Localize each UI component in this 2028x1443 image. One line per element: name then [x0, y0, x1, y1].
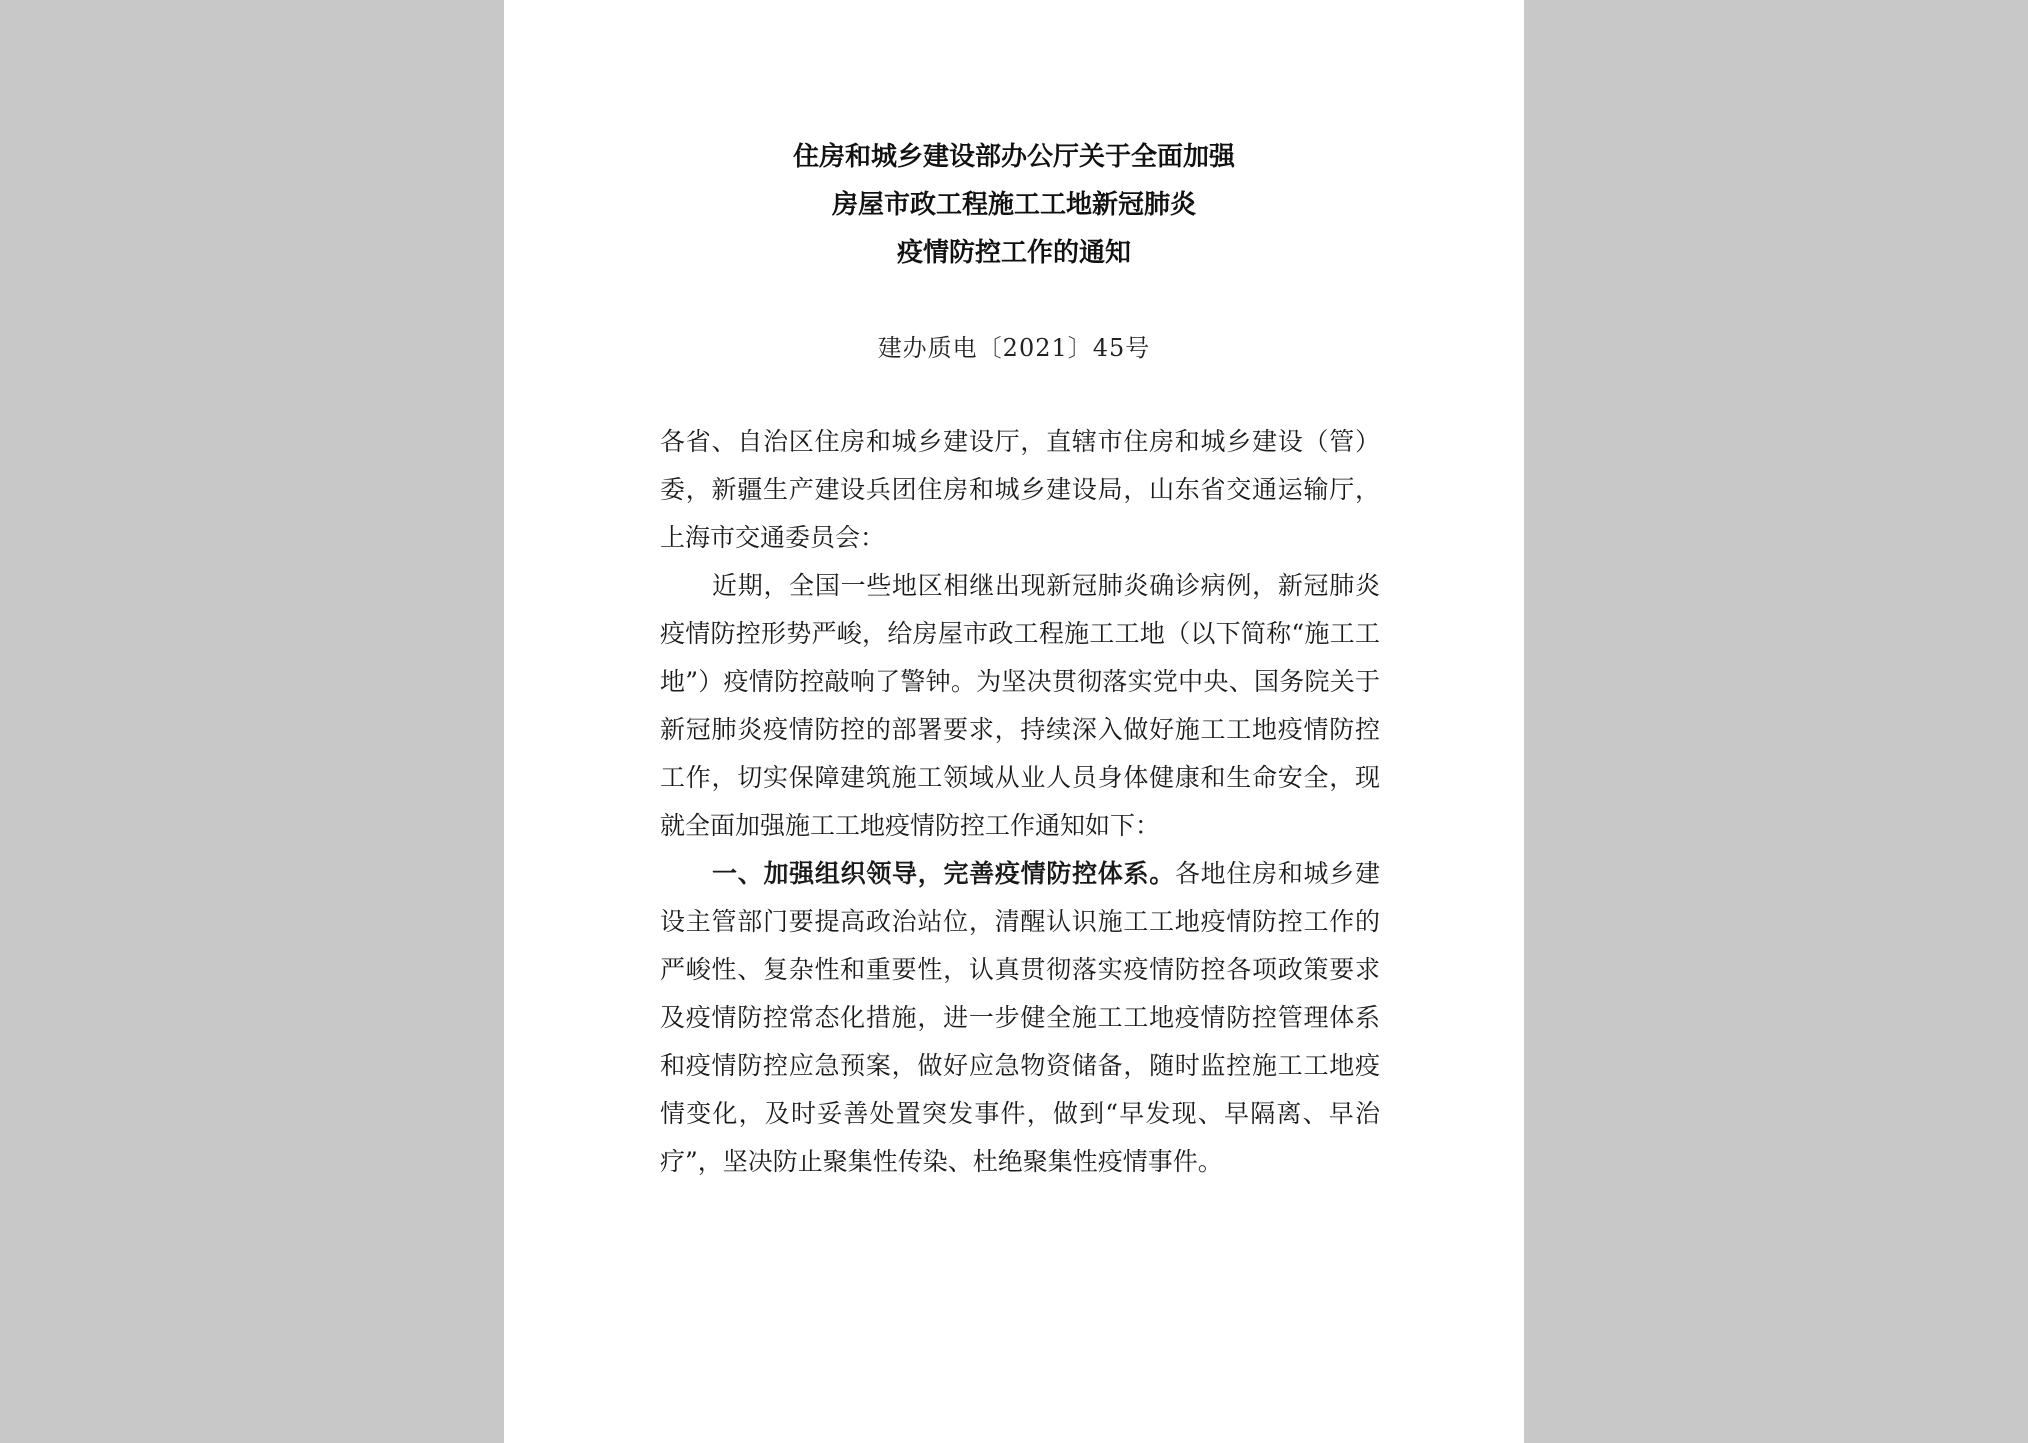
title-line-1: 住房和城乡建设部办公厅关于全面加强 — [792, 142, 1235, 172]
title-line-3: 疫情防控工作的通知 — [896, 238, 1131, 268]
document-body — [660, 418, 1380, 1186]
document-page — [504, 0, 1524, 1443]
salutation: 各省、自治区住房和城乡建设厅，直辖市住房和城乡建设（管）委，新疆生产建设兵团住房和城乡建设局，山东省交通运输厅，上海市交通委员会： — [660, 427, 1380, 552]
section-1-text: 各地住房和城乡建设主管部门要提高政治站位，清醒认识施工工地疫情防控工作的严峻性、复杂性和重要性，认真贯彻落实疫情防控各项政策要求及疫情防控常态化措施，进一步健全施工工地疫情防控管理体系和疫情防控应急预案，做好应急物资储备，随时监控施工工地疫情变化，及时妥善处置突发事件，做到“早发现、早隔离、早治疗”，坚决防止聚集性传染、杜绝聚集性疫情事件。 — [660, 859, 1380, 1176]
section-1-heading: 一、加强组织领导，完善疫情防控体系。 — [712, 859, 1175, 888]
title-line-2: 房屋市政工程施工工地新冠肺炎 — [831, 190, 1196, 220]
document-number: 建办质电〔2021〕45号 — [877, 334, 1151, 362]
paragraph-section-1 — [660, 850, 1380, 1186]
paragraph-intro: 近期，全国一些地区相继出现新冠肺炎确诊病例，新冠肺炎疫情防控形势严峻，给房屋市政工程施工工地（以下简称“施工工地”）疫情防控敲响了警钟。为坚决贯彻落实党中央、国务院关于新冠肺炎疫情防控的部署要求，持续深入做好施工工地疫情防控工作，切实保障建筑施工领域从业人员身体健康和生命安全，现就全面加强施工工地疫情防控工作通知如下： — [660, 571, 1380, 840]
